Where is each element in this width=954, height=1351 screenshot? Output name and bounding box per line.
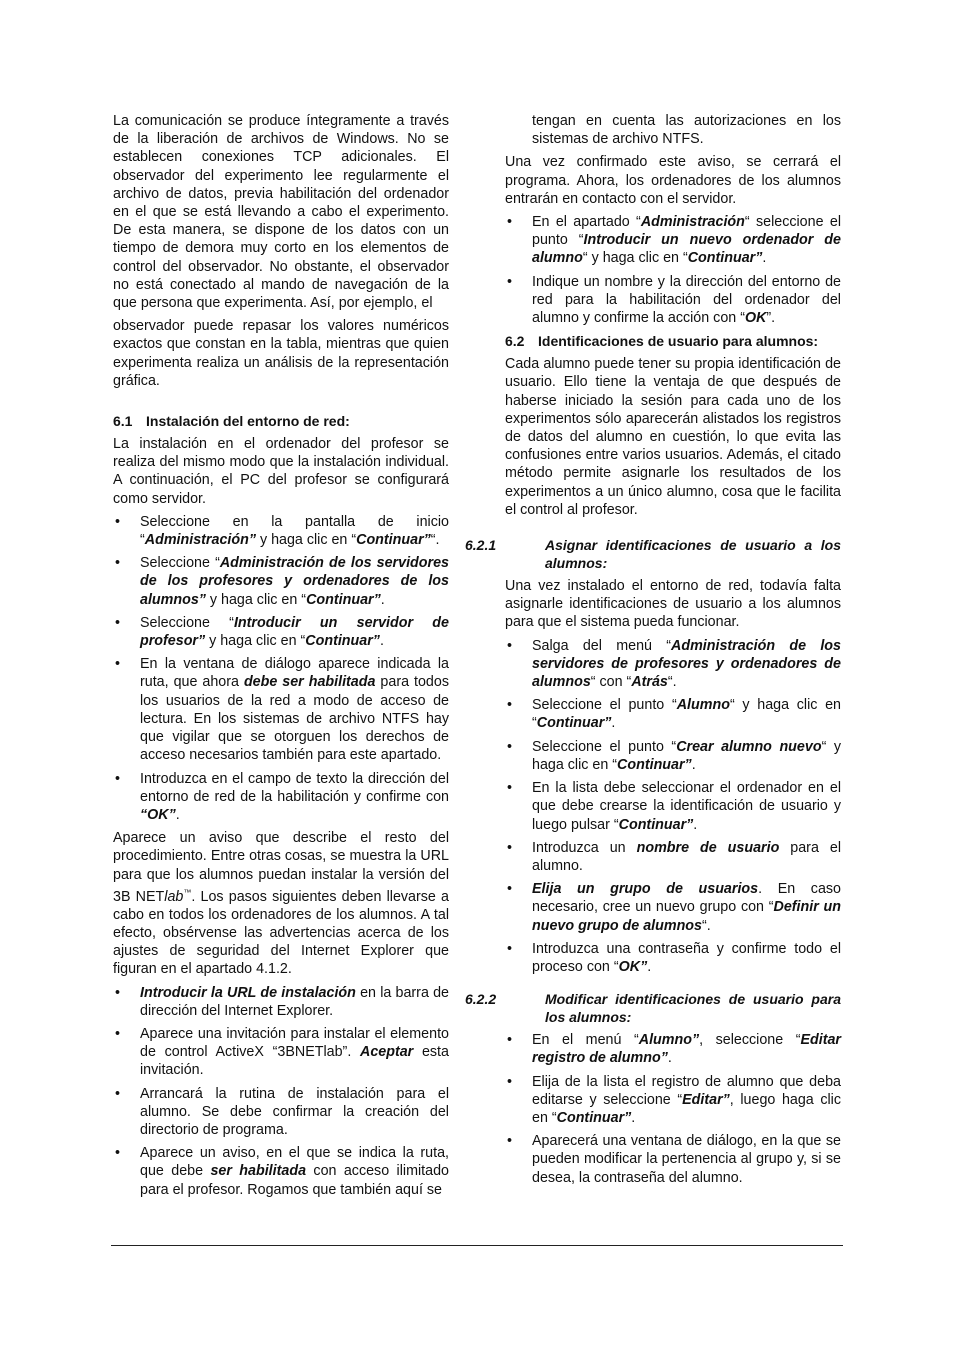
bullet-list-continued [505, 112, 841, 148]
footer-rule [111, 1245, 843, 1246]
bullet-icon: • [507, 839, 513, 856]
list-item-continuation: tengan en cuenta las autorizaciones en los sistemas de archivo NTFS. [532, 113, 841, 148]
bullet-icon: • [115, 1025, 121, 1042]
right-column [465, 112, 842, 1192]
list-item: • Seleccione el punto “Crear alumno nuevo“ y haga clic en “Continuar”. [507, 738, 841, 773]
list-item: • Aparecerá una ventana de diálogo, en la que se pueden modificar la pertenencia al grupo y, si se desea, la contraseña del alumno. [507, 1133, 841, 1186]
bullet-icon: • [507, 738, 513, 755]
list-item: • Seleccione “Introducir un servidor de profesor” y haga clic en “Continuar”. [115, 614, 449, 650]
paragraph: La instalación en el ordenador del profesor se realiza del mismo modo que la instalación individual. A continuación, el PC del profesor se configurará como servidor. [113, 436, 449, 507]
list-item: • Indique un nombre y la dirección del entorno de red para la habilitación del ordenador del alumno y confirme la acción con “OK”. [507, 273, 841, 327]
list-item: • Introducir la URL de instalación en la barra de dirección del Internet Explorer. [115, 984, 449, 1019]
left-column [113, 112, 449, 1204]
bullet-icon: • [507, 637, 513, 654]
bullet-icon: • [507, 214, 513, 231]
bullet-icon: • [507, 697, 513, 714]
list-item: • En la ventana de diálogo aparece indicada la ruta, que ahora debe ser habilitada para todos los usuarios de la red a modo de acceso de lectura. En los sistemas de archivo NTFS hay que vigilar que se otorguen los derechos de acceso necesarios también para este apartado. [115, 656, 449, 764]
list-item: • En el menú “Alumno”, seleccione “Editar registro de alumno”. [507, 1032, 841, 1067]
bullet-icon: • [115, 614, 121, 631]
bullet-list [505, 213, 841, 327]
bullet-list [505, 1031, 841, 1187]
list-item: • Seleccione en la pantalla de inicio “Administración” y haga clic en “Continuar”“. [115, 513, 449, 549]
bullet-icon: • [115, 1085, 121, 1102]
subsection-heading-6-2-1: 6.2.1 Asignar identificaciones de usuario a los alumnos: [465, 537, 841, 572]
paragraph: observador puede repasar los valores numéricos exactos que constan en la tabla, mientras que quien experimenta realiza un análisis de la representación gráfica. [113, 318, 449, 389]
bullet-icon: • [507, 940, 513, 957]
section-heading-6-2: 6.2 Identificaciones de usuario para alumnos: [505, 333, 819, 350]
paragraph: Una vez confirmado este aviso, se cerrará el programa. Ahora, los ordenadores de los alumnos entrarán en contacto con el servidor. [505, 154, 841, 207]
bullet-icon: • [507, 1073, 513, 1090]
paragraph: Cada alumno puede tener su propia identificación de usuario. Ello tiene la ventaja de que después de haberse iniciado la sesión para cada uno de los experimentos sólo aparecerán alistados los registros de datos del alumno en cuestión, lo que evita las confusiones entre varios usuarios. Además, el citado método permite asignarle los resultados de los experimentos a un único alumno, cosa que le facilita el control al profesor. [505, 356, 841, 518]
bullet-icon: • [115, 513, 121, 530]
bullet-list [113, 513, 449, 824]
bullet-icon: • [507, 881, 513, 898]
subsection-heading-6-2-2: 6.2.2 Modificar identificaciones de usuario para los alumnos: [465, 991, 841, 1026]
list-item: • Elija de la lista el registro de alumno que deba editarse y seleccione “Editar”, luego haga clic en “Continuar”. [507, 1073, 841, 1126]
bullet-icon: • [115, 555, 121, 572]
bullet-icon: • [507, 1133, 513, 1150]
list-item: • Aparece una invitación para instalar el elemento de control ActiveX “3BNETlab”. Aceptar esta invitación. [115, 1025, 449, 1079]
list-item: • Seleccione “Administración de los servidores de los profesores y ordenadores de los alumnos” y haga clic en “Continuar”. [115, 555, 449, 608]
list-item: • Introduzca una contraseña y confirme todo el proceso con “OK”. [507, 940, 841, 975]
list-item: • Introduzca en el campo de texto la dirección del entorno de red de la habilitación y confirme con “OK”. [115, 770, 449, 823]
paragraph: Aparece un aviso que describe el resto del procedimiento. Entre otras cosas, se muestra la URL para que los alumnos puedan instalar la versión del 3B NETlab™. Los pasos siguientes deben llevarse a cabo en todos los ordenadores de los alumnos. A tal efecto, obsérvense las advertencias acerca de los ajustes de seguridad del Internet Explorer que figuran en el apartado 4.1.2. [113, 830, 449, 978]
list-item: • En el apartado “Administración“ seleccione el punto “Introducir un nuevo ordenador de alumno“ y haga clic en “Continuar”. [507, 214, 841, 267]
bullet-icon: • [507, 273, 513, 290]
list-item: • En la lista debe seleccionar el ordenador en el que debe crearse la identificación de usuario y luego pulsar “Continuar”. [507, 780, 841, 833]
bullet-list [505, 637, 841, 976]
bullet-icon: • [507, 1032, 513, 1049]
list-item: • Seleccione el punto “Alumno“ y haga clic en “Continuar”. [507, 697, 842, 732]
section-heading-6-1: 6.1 Instalación del entorno de red: [113, 413, 350, 430]
bullet-icon: • [115, 770, 121, 787]
bullet-icon: • [115, 1145, 121, 1162]
list-item: • Salga del menú “Administración de los servidores de profesores y ordenadores de alumnos“ con “Atrás“. [507, 637, 841, 691]
paragraph: La comunicación se produce íntegramente a través de la liberación de archivos de Windows. No se establecen conexiones TCP adicionales. El observador del experimento lee regularmente el archivo de datos, previa habilitación del ordenador en el que se está llevando a cabo el experimento. De esta manera, se dispone de los datos con un tiempo de demora muy corto en los elementos de control del observador. No obstante, el observador no está conectado al mando de navegación de la que persona que experimenta. Así, por ejemplo, el [113, 113, 449, 312]
list-item: • Introduzca un nombre de usuario para el alumno. [507, 839, 841, 874]
list-item: • Aparece un aviso, en el que se indica la ruta, que debe ser habilitada con acceso ilimitado para el profesor. Rogamos que también aquí se [115, 1145, 449, 1198]
bullet-icon: • [115, 656, 121, 673]
list-item: • Arrancará la rutina de instalación para el alumno. Se debe confirmar la creación del directorio de programa. [115, 1085, 449, 1138]
bullet-icon: • [115, 984, 121, 1001]
paragraph: Una vez instalado el entorno de red, todavía falta asignarle identificaciones de usuario a los alumnos para que el sistema pueda funcionar. [505, 578, 841, 631]
bullet-icon: • [507, 780, 513, 797]
list-item: • Elija un grupo de usuarios. En caso necesario, cree un nuevo grupo con “Definir un nuevo grupo de alumnos“. [507, 881, 842, 934]
bullet-list [113, 984, 449, 1199]
